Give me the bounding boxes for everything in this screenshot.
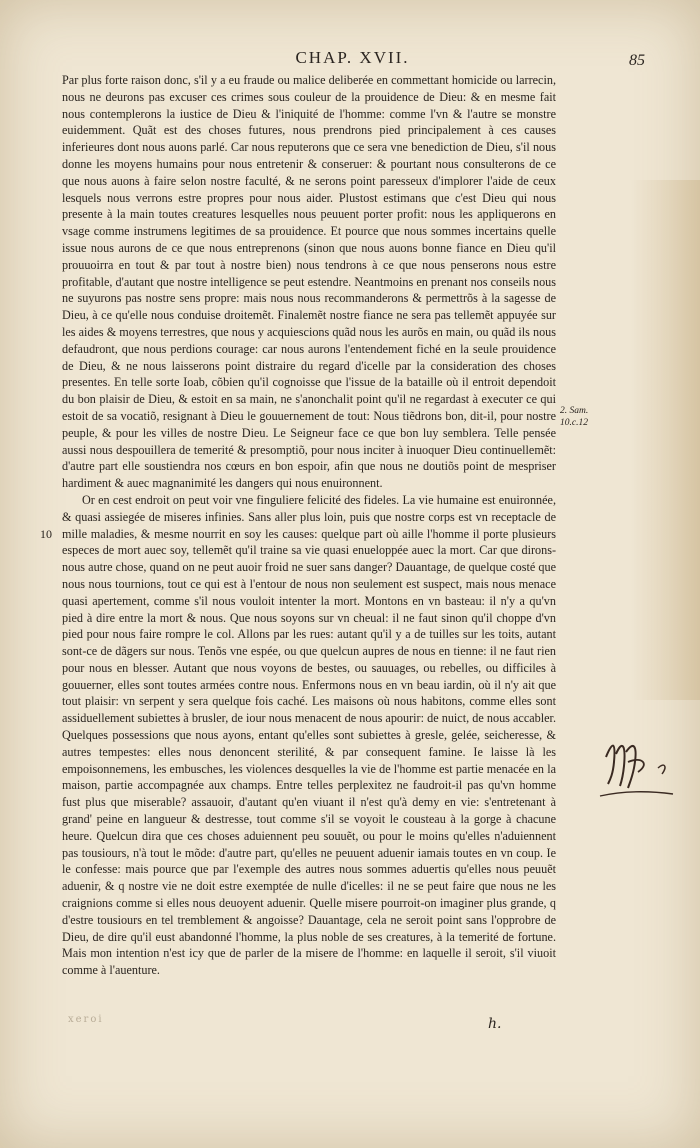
line-number: 10 — [40, 527, 52, 541]
faded-footer-mark: xeroi — [68, 1014, 104, 1025]
running-header — [60, 48, 645, 72]
paragraph-2: Or en cest endroit on peut voir vne finguliere felicité des fideles. La vie humaine est enuironnée, & quasi assiegée de miseres infinies. Sans aller plus loin, puis que nostre corps est vn receptacle de mille maladies, & mesme nourrit en soy les causes: quelque part où aille l'homme il porte plusieurs especes de mort auec soy, tellemẽt qu'il traine sa vie quasi enueloppée auec la mort. Car que dirons-nous autre chose, quand on ne peut auoir froid ne suer sans danger? Dauantage, de quelque costé que nous nous tournions, tout ce qui est à l'entour de nous non seulement est suspect, mais nous menace quasi apertement, comme s'il nous vouloit intenter la mort. Montons en vn basteau: il n'y a qu'vn pied à dire entre la mort & nous. Que nous soyons sur vn cheual: il ne faut sinon qu'il choppe d'vn pied pour nous faire rompre le col. Allons par les rues: autant qu'il y a de tuilles sur les toits, autant sont-ce de dãgers sur nous. Tenõs vne espée, ou que quelcun aupres de nous en tienne: il ne faut rien pour nous en blesser. Autant que nous voyons de bestes, ou sauuages, ou rebelles, ou difficiles à gouuerner, elles sont toutes armées contre nous. Enfermons nous en vn beau iardin, où il n'y ait que tout plaisir: vn serpent y sera quelque fois caché. Les maisons où nous habitons, comme elles sont assiduellement subiettes à brusler, de iour nous menacent de nous apourir: de nuict, de nous accabler. Quelques possessions que nous ayons, entant qu'elles sont subiettes à gresle, gelée, seicheresse, & autres tempestes: elles nous denoncent sterilité, & par consequent famine. Ie laisse là les empoisonnemens, les embusches, les violences desquelles la vie de l'homme est partie menacée en la maison, partie accompagnée aux champs. Entre telles perplexitez ne faudroit-il pas qu'vn homme fust plus que miserable? assauoir, d'autant qu'en viuant il n'est qu'à demy en vie: s'entretenant à grand' peine en langueur & destresse, tout comme s'il se voyoit le cousteau à la gorge à chacune heure. Quelcun dira que ces choses aduiennent peu souuẽt, ou pour le moins qu'elles n'aduiennent pas tousiours, n'à tout le mõde: d'autre part, qu'elles ne peuuent aduenir iamais toutes en vn coup. Ie le confesse: mais pource que par l'exemple des autres nous sommes aduertis qu'elles nous peuuẽt aduenir, & q nostre vie ne doit estre exemptée de nulle d'icelles: il ne se peut faire que nous ne les craignions comme si elles nous deuoyent aduenir. Quelle misere pourroit-on imaginer plus grande, q d'estre tousiours en tel tremblement & angoisse? Dauantage, cela ne seroit point sans l'opprobre de Dieu, de dire qu'il eust abandonné l'homme, la plus noble de ses creatures, à la temerité de fortune. Mais mon intention n'est icy que de parler de la misere de l'homme: en laquelle il seroit, s'il viuoit comme à l'auenture. — [62, 492, 556, 978]
margin-reference-book: 2. Sam. — [560, 406, 589, 416]
margin-reference-verse: 10.c.12 — [560, 418, 588, 428]
signature-mark: h. — [488, 1016, 502, 1032]
body-text — [62, 72, 556, 979]
margin-reference — [560, 405, 620, 429]
handwritten-annotation — [598, 722, 678, 812]
page-stain — [630, 180, 700, 700]
paragraph-1: Par plus forte raison donc, s'il y a eu fraude ou malice deliberée en commettant homicide ou larrecin, nous ne deurons pas excuser ces crimes sous couleur de la prouidence de Dieu: & en mesme fait nous contemplerons la iustice de Dieu & l'iniquité de l'homme: comme l'vn & l'autre se monstre euidemment. Quãt est des choses futures, nous prendrons pied principalement à ces causes inferieures dont nous auons parlé. Car nous reputerons que ce sera vne benediction de Dieu, s'il nous donne les moyens humains pour nous entretenir & conseruer: & pourtant nous consulterons de ce que nous auons à faire selon nostre faculté, & ne serons point paresseux d'implorer l'aide de ceux lesquels nous verrons estre propres pour nous aider. Plustost estimans que c'est Dieu qui nous presente à la main toutes creatures lesquelles nous peuuent porter profit: nous les appliquerons en vsage comme instrumens legitimes de sa prouidence. Et pource que nous sommes incertains quelle issue nous aurons de ce que nous entreprenons (sinon que nous auons bonne fiance en Dieu qu'il prouuoirra en tout & par tout à nostre bien) nous tendrons à ce que nous penserons nous estre profitable, d'autant que nostre intelligence se peut estendre. Neantmoins en prenant nos conseils nous ne suyurons pas nostre sens propre: mais nous nous recommanderons & permettrõs à la sagesse de Dieu, à ce qu'elle nous conduise droitemẽt. Finalemẽt nostre fiance ne sera pas tellemẽt appuyée sur les aides & moyens terrestres, que nous y acquiescions quãd nous les aurõs en main, ou quãd ils nous defaudront, que nous perdions courage: car nous aurons l'entendement fiché en la seule prouidence de Dieu, & ne nous laisserons point distraire du regard d'icelle par la consideration des choses presentes. En telle sorte Ioab, cõbien qu'il cognoisse que l'issue de la bataille où il entroit dependoit du bon plaisir de Dieu, & estoit en sa main, ne s'anonchalit point qu'il ne regardast à executer ce qui estoit de sa vocatiõ, resignant à Dieu le gouuernement de tout: Nous tiẽdrons bon, dit-il, pour nostre peuple, & pour les villes de nostre Dieu. Le Seigneur face ce que bon luy semblera. Telle pensée aussi nous despouillera de temerité & presomptiõ, pour nous inciter à inuoquer Dieu continuellemẽt: d'autre part elle soustiendra nos cœurs en bon espoir, afin que nous ne doutiõs point de mespriser hardiment & auec magnanimité les dangers qui nous enuironnent. — [62, 73, 556, 491]
chapter-heading: CHAP. XVII. — [295, 48, 410, 67]
folio-number: 85 — [629, 52, 645, 69]
